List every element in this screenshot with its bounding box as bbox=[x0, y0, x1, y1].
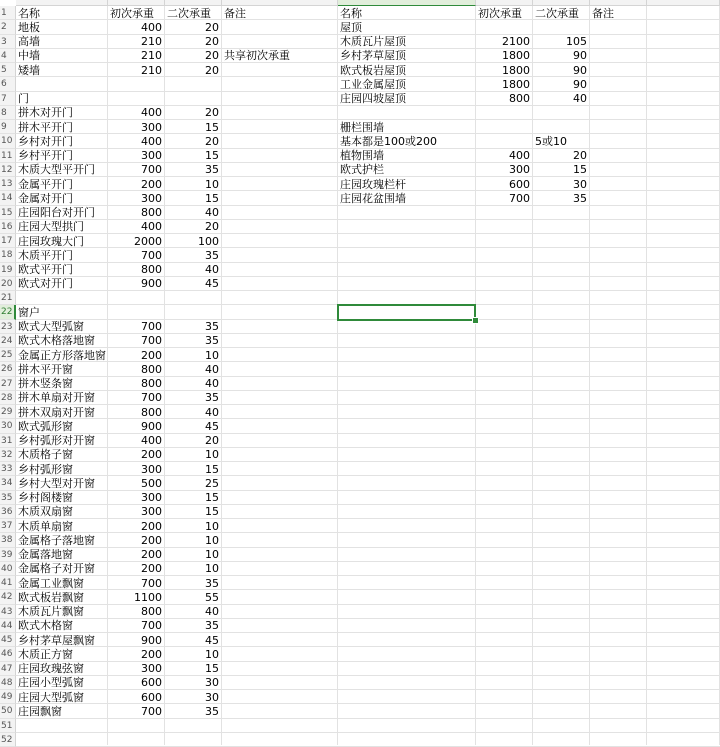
row-header-38[interactable]: 38 bbox=[0, 533, 16, 547]
cell-b4[interactable]: 210 bbox=[141, 49, 162, 63]
cell-a5[interactable]: 矮墙 bbox=[18, 63, 40, 77]
row-header-20[interactable]: 20 bbox=[0, 277, 16, 291]
cell-b15[interactable]: 800 bbox=[141, 206, 162, 219]
cell-c37[interactable]: 10 bbox=[205, 519, 219, 533]
cell-c15[interactable]: 40 bbox=[205, 206, 219, 219]
cell-b12[interactable]: 700 bbox=[141, 163, 162, 177]
cell-c20[interactable]: 45 bbox=[205, 277, 219, 291]
cell-g7[interactable]: 40 bbox=[573, 92, 587, 105]
cell-d4[interactable]: 共享初次承重 bbox=[224, 49, 290, 63]
cell-a43[interactable]: 木质瓦片飘窗 bbox=[18, 605, 84, 618]
row-header-8[interactable]: 8 bbox=[0, 106, 16, 120]
cell-b5[interactable]: 210 bbox=[141, 63, 162, 77]
cell-f13[interactable]: 600 bbox=[509, 177, 530, 191]
cell-c26[interactable]: 40 bbox=[205, 362, 219, 376]
cell-e6[interactable]: 工业金属屋顶 bbox=[340, 77, 406, 91]
column-header-h[interactable] bbox=[590, 0, 647, 6]
cell-a22[interactable]: 窗户 bbox=[18, 305, 40, 319]
cell-f11[interactable]: 400 bbox=[509, 149, 530, 162]
cell-a16[interactable]: 庄园大型拱门 bbox=[18, 220, 84, 234]
row-header-5[interactable]: 5 bbox=[0, 63, 16, 77]
cell-a42[interactable]: 欧式板岩飘窗 bbox=[18, 590, 84, 604]
cell-a28[interactable]: 拼木单扇对开窗 bbox=[18, 391, 95, 405]
row-header-32[interactable]: 32 bbox=[0, 448, 16, 462]
column-header-e[interactable] bbox=[338, 0, 476, 6]
row-header-7[interactable]: 7 bbox=[0, 92, 16, 106]
cell-c14[interactable]: 15 bbox=[205, 191, 219, 205]
cell-c50[interactable]: 35 bbox=[205, 704, 219, 718]
row-header-46[interactable]: 46 bbox=[0, 647, 16, 661]
cell-f14[interactable]: 700 bbox=[509, 191, 530, 205]
cell-c32[interactable]: 10 bbox=[205, 448, 219, 462]
cell-b11[interactable]: 300 bbox=[141, 149, 162, 162]
cell-a34[interactable]: 乡村大型对开窗 bbox=[18, 476, 95, 490]
cell-a26[interactable]: 拼木平开窗 bbox=[18, 362, 73, 376]
column-header-f[interactable] bbox=[476, 0, 533, 6]
cell-a29[interactable]: 拼木双扇对开窗 bbox=[18, 405, 95, 419]
cell-e5[interactable]: 欧式板岩屋顶 bbox=[340, 63, 406, 77]
cell-c49[interactable]: 30 bbox=[205, 690, 219, 704]
cell-b1[interactable]: 初次承重 bbox=[110, 6, 154, 20]
cell-a41[interactable]: 金属工业飘窗 bbox=[18, 576, 84, 590]
cell-e3[interactable]: 木质瓦片屋顶 bbox=[340, 35, 406, 48]
cell-a44[interactable]: 欧式木格窗 bbox=[18, 619, 73, 633]
cell-a35[interactable]: 乡村阁楼窗 bbox=[18, 491, 73, 504]
cell-g3[interactable]: 105 bbox=[566, 35, 587, 48]
row-header-21[interactable]: 21 bbox=[0, 291, 16, 305]
row-header-45[interactable]: 45 bbox=[0, 633, 16, 647]
row-header-51[interactable]: 51 bbox=[0, 719, 16, 733]
active-cell-selection[interactable] bbox=[337, 304, 476, 320]
cell-c25[interactable]: 10 bbox=[205, 348, 219, 362]
cell-b18[interactable]: 700 bbox=[141, 248, 162, 262]
cell-e9[interactable]: 栅栏围墙 bbox=[340, 120, 384, 134]
cell-c18[interactable]: 35 bbox=[205, 248, 219, 262]
row-header-24[interactable]: 24 bbox=[0, 334, 16, 348]
cell-b31[interactable]: 400 bbox=[141, 434, 162, 447]
cell-e2[interactable]: 屋顶 bbox=[340, 20, 362, 34]
cell-c9[interactable]: 15 bbox=[205, 120, 219, 134]
row-header-52[interactable]: 52 bbox=[0, 733, 16, 747]
column-header-c[interactable] bbox=[165, 0, 222, 6]
row-header-35[interactable]: 35 bbox=[0, 491, 16, 505]
cell-c27[interactable]: 40 bbox=[205, 377, 219, 390]
cell-a40[interactable]: 金属格子对开窗 bbox=[18, 562, 95, 576]
row-header-18[interactable]: 18 bbox=[0, 248, 16, 262]
cell-a14[interactable]: 金属对开门 bbox=[18, 191, 73, 205]
row-header-4[interactable]: 4 bbox=[0, 49, 16, 63]
fill-handle[interactable] bbox=[472, 317, 479, 324]
cell-b27[interactable]: 800 bbox=[141, 377, 162, 390]
cell-a1[interactable]: 名称 bbox=[18, 6, 40, 20]
cell-f7[interactable]: 800 bbox=[509, 92, 530, 105]
cell-b9[interactable]: 300 bbox=[141, 120, 162, 134]
row-header-26[interactable]: 26 bbox=[0, 362, 16, 376]
cell-a33[interactable]: 乡村弧形窗 bbox=[18, 462, 73, 476]
cell-c12[interactable]: 35 bbox=[205, 163, 219, 177]
cell-c34[interactable]: 25 bbox=[205, 476, 219, 490]
cell-b49[interactable]: 600 bbox=[141, 690, 162, 704]
row-header-49[interactable]: 49 bbox=[0, 690, 16, 704]
cell-e4[interactable]: 乡村茅草屋顶 bbox=[340, 49, 406, 63]
row-header-11[interactable]: 11 bbox=[0, 149, 16, 163]
cell-c46[interactable]: 10 bbox=[205, 647, 219, 661]
cell-c29[interactable]: 40 bbox=[205, 405, 219, 419]
row-gridline bbox=[16, 732, 720, 733]
cell-b39[interactable]: 200 bbox=[141, 548, 162, 561]
column-header-i[interactable] bbox=[647, 0, 720, 6]
cell-b36[interactable]: 300 bbox=[141, 505, 162, 519]
row-header-9[interactable]: 9 bbox=[0, 120, 16, 134]
cell-a23[interactable]: 欧式大型弧窗 bbox=[18, 320, 84, 333]
cell-c39[interactable]: 10 bbox=[205, 548, 219, 561]
row-header-42[interactable]: 42 bbox=[0, 590, 16, 604]
cell-c4[interactable]: 20 bbox=[205, 49, 219, 63]
cell-b10[interactable]: 400 bbox=[141, 134, 162, 148]
row-header-2[interactable]: 2 bbox=[0, 20, 16, 34]
cell-c31[interactable]: 20 bbox=[205, 434, 219, 447]
cell-b14[interactable]: 300 bbox=[141, 191, 162, 205]
cell-b41[interactable]: 700 bbox=[141, 576, 162, 590]
cell-c11[interactable]: 15 bbox=[205, 149, 219, 162]
row-header-10[interactable]: 10 bbox=[0, 134, 16, 148]
cell-c30[interactable]: 45 bbox=[205, 419, 219, 433]
cell-b26[interactable]: 800 bbox=[141, 362, 162, 376]
column-gridline bbox=[221, 6, 222, 745]
cell-c43[interactable]: 40 bbox=[205, 605, 219, 618]
cell-b38[interactable]: 200 bbox=[141, 533, 162, 547]
row-header-27[interactable]: 27 bbox=[0, 377, 16, 391]
cell-a49[interactable]: 庄园大型弧窗 bbox=[18, 690, 84, 704]
row-header-28[interactable]: 28 bbox=[0, 391, 16, 405]
cell-e13[interactable]: 庄园玫瑰栏杆 bbox=[340, 177, 406, 191]
row-header-39[interactable]: 39 bbox=[0, 548, 16, 562]
cell-a32[interactable]: 木质格子窗 bbox=[18, 448, 73, 462]
cell-d1[interactable]: 备注 bbox=[224, 6, 246, 20]
cell-c38[interactable]: 10 bbox=[205, 533, 219, 547]
cell-g1[interactable]: 二次承重 bbox=[535, 6, 579, 20]
cell-c24[interactable]: 35 bbox=[205, 334, 219, 348]
cell-a25[interactable]: 金属正方形落地窗 bbox=[18, 348, 106, 362]
cell-f12[interactable]: 300 bbox=[509, 163, 530, 177]
row-header-36[interactable]: 36 bbox=[0, 505, 16, 519]
cell-c47[interactable]: 15 bbox=[205, 662, 219, 675]
row-header-14[interactable]: 14 bbox=[0, 191, 16, 205]
cell-b34[interactable]: 500 bbox=[141, 476, 162, 490]
cell-g14[interactable]: 35 bbox=[573, 191, 587, 205]
cell-c5[interactable]: 20 bbox=[205, 63, 219, 77]
row-header-19[interactable]: 19 bbox=[0, 263, 16, 277]
cell-c13[interactable]: 10 bbox=[205, 177, 219, 191]
row-header-13[interactable]: 13 bbox=[0, 177, 16, 191]
cell-b35[interactable]: 300 bbox=[141, 491, 162, 504]
cell-b33[interactable]: 300 bbox=[141, 462, 162, 476]
cell-b23[interactable]: 700 bbox=[141, 320, 162, 333]
column-gridline bbox=[646, 6, 647, 745]
cell-b44[interactable]: 700 bbox=[141, 619, 162, 633]
cell-a39[interactable]: 金属落地窗 bbox=[18, 548, 73, 561]
row-header-31[interactable]: 31 bbox=[0, 434, 16, 448]
cell-b30[interactable]: 900 bbox=[141, 419, 162, 433]
row-header-15[interactable]: 15 bbox=[0, 206, 16, 220]
cell-e7[interactable]: 庄园四坡屋顶 bbox=[340, 92, 406, 105]
row-header-22[interactable]: 22 bbox=[0, 305, 16, 319]
row-header-41[interactable]: 41 bbox=[0, 576, 16, 590]
cell-f3[interactable]: 2100 bbox=[502, 35, 530, 48]
cell-b47[interactable]: 300 bbox=[141, 662, 162, 675]
cell-b32[interactable]: 200 bbox=[141, 448, 162, 462]
cell-a3[interactable]: 高墙 bbox=[18, 35, 40, 48]
cell-g6[interactable]: 90 bbox=[573, 77, 587, 91]
cell-a15[interactable]: 庄园阳台对开门 bbox=[18, 206, 95, 219]
cell-a13[interactable]: 金属平开门 bbox=[18, 177, 73, 191]
cell-c10[interactable]: 20 bbox=[205, 134, 219, 148]
cell-b46[interactable]: 200 bbox=[141, 647, 162, 661]
cell-c17[interactable]: 100 bbox=[198, 234, 219, 248]
column-header-a[interactable] bbox=[16, 0, 108, 6]
cell-a24[interactable]: 欧式木格落地窗 bbox=[18, 334, 95, 348]
cell-a45[interactable]: 乡村茅草屋飘窗 bbox=[18, 633, 95, 647]
cell-h1[interactable]: 备注 bbox=[592, 6, 614, 20]
cell-c3[interactable]: 20 bbox=[205, 35, 219, 48]
cell-a2[interactable]: 地板 bbox=[18, 20, 40, 34]
row-header-40[interactable]: 40 bbox=[0, 562, 16, 576]
cell-a47[interactable]: 庄园玫瑰弦窗 bbox=[18, 662, 84, 675]
cell-b48[interactable]: 600 bbox=[141, 676, 162, 690]
cell-a17[interactable]: 庄园玫瑰大门 bbox=[18, 234, 84, 248]
cell-c42[interactable]: 55 bbox=[205, 590, 219, 604]
cell-b28[interactable]: 700 bbox=[141, 391, 162, 405]
cell-f6[interactable]: 1800 bbox=[502, 77, 530, 91]
cell-b20[interactable]: 900 bbox=[141, 277, 162, 291]
row-header-44[interactable]: 44 bbox=[0, 619, 16, 633]
cell-b13[interactable]: 200 bbox=[141, 177, 162, 191]
cell-f1[interactable]: 初次承重 bbox=[478, 6, 522, 20]
row-header-37[interactable]: 37 bbox=[0, 519, 16, 533]
cell-a20[interactable]: 欧式对开门 bbox=[18, 277, 73, 291]
cell-a11[interactable]: 乡村平开门 bbox=[18, 149, 73, 162]
cell-c33[interactable]: 15 bbox=[205, 462, 219, 476]
cell-e12[interactable]: 欧式护栏 bbox=[340, 163, 384, 177]
cell-b3[interactable]: 210 bbox=[141, 35, 162, 48]
cell-a12[interactable]: 木质大型平开门 bbox=[18, 163, 95, 177]
column-gridline bbox=[589, 6, 590, 745]
cell-c40[interactable]: 10 bbox=[205, 562, 219, 576]
cell-g13[interactable]: 30 bbox=[573, 177, 587, 191]
cell-b42[interactable]: 1100 bbox=[134, 590, 162, 604]
row-header-43[interactable]: 43 bbox=[0, 605, 16, 619]
cell-b19[interactable]: 800 bbox=[141, 263, 162, 276]
cell-a18[interactable]: 木质平开门 bbox=[18, 248, 73, 262]
cell-c41[interactable]: 35 bbox=[205, 576, 219, 590]
column-gridline bbox=[532, 6, 533, 745]
cell-b50[interactable]: 700 bbox=[141, 704, 162, 718]
cell-a31[interactable]: 乡村弧形对开窗 bbox=[18, 434, 95, 447]
row-header-50[interactable]: 50 bbox=[0, 704, 16, 718]
column-header-b[interactable] bbox=[108, 0, 165, 6]
cell-a9[interactable]: 拼木平开门 bbox=[18, 120, 73, 134]
cell-a50[interactable]: 庄园飘窗 bbox=[18, 704, 62, 718]
cell-a4[interactable]: 中墙 bbox=[18, 49, 40, 63]
cell-a8[interactable]: 拼木对开门 bbox=[18, 106, 73, 120]
cell-a48[interactable]: 庄园小型弧窗 bbox=[18, 676, 84, 690]
cell-c1[interactable]: 二次承重 bbox=[167, 6, 211, 20]
cell-g5[interactable]: 90 bbox=[573, 63, 587, 77]
row-header-6[interactable]: 6 bbox=[0, 77, 16, 91]
row-header-17[interactable]: 17 bbox=[0, 234, 16, 248]
cell-c28[interactable]: 35 bbox=[205, 391, 219, 405]
cell-f4[interactable]: 1800 bbox=[502, 49, 530, 63]
cell-b2[interactable]: 400 bbox=[141, 20, 162, 34]
cell-b17[interactable]: 2000 bbox=[134, 234, 162, 248]
cell-e14[interactable]: 庄园花盆围墙 bbox=[340, 191, 406, 205]
row-header-25[interactable]: 25 bbox=[0, 348, 16, 362]
cell-a30[interactable]: 欧式弧形窗 bbox=[18, 419, 73, 433]
column-header-g[interactable] bbox=[533, 0, 590, 6]
cell-g4[interactable]: 90 bbox=[573, 49, 587, 63]
cell-c23[interactable]: 35 bbox=[205, 320, 219, 333]
cell-f5[interactable]: 1800 bbox=[502, 63, 530, 77]
cell-e11[interactable]: 植物围墙 bbox=[340, 149, 384, 162]
row-header-12[interactable]: 12 bbox=[0, 163, 16, 177]
column-gridline bbox=[475, 6, 476, 745]
cell-c48[interactable]: 30 bbox=[205, 676, 219, 690]
cell-c36[interactable]: 15 bbox=[205, 505, 219, 519]
cell-b16[interactable]: 400 bbox=[141, 220, 162, 234]
cell-e10[interactable]: 基本都是100或200 bbox=[340, 134, 437, 148]
cell-g10[interactable]: 5或10 bbox=[535, 134, 567, 148]
cell-a7[interactable]: 门 bbox=[18, 92, 29, 105]
row-header-30[interactable]: 30 bbox=[0, 419, 16, 433]
column-header-d[interactable] bbox=[222, 0, 338, 6]
row-header-33[interactable]: 33 bbox=[0, 462, 16, 476]
row-header-29[interactable]: 29 bbox=[0, 405, 16, 419]
column-gridline bbox=[337, 6, 338, 745]
cell-c19[interactable]: 40 bbox=[205, 263, 219, 276]
row-header-16[interactable]: 16 bbox=[0, 220, 16, 234]
cell-b24[interactable]: 700 bbox=[141, 334, 162, 348]
cell-c2[interactable]: 20 bbox=[205, 20, 219, 34]
cell-b37[interactable]: 200 bbox=[141, 519, 162, 533]
cell-a46[interactable]: 木质正方窗 bbox=[18, 647, 73, 661]
cell-a19[interactable]: 欧式平开门 bbox=[18, 263, 73, 276]
cell-b25[interactable]: 200 bbox=[141, 348, 162, 362]
row-header-34[interactable]: 34 bbox=[0, 476, 16, 490]
cell-a10[interactable]: 乡村对开门 bbox=[18, 134, 73, 148]
row-header-1[interactable]: 1 bbox=[0, 6, 16, 20]
cell-c35[interactable]: 15 bbox=[205, 491, 219, 504]
cell-a38[interactable]: 金属格子落地窗 bbox=[18, 533, 95, 547]
cell-e1[interactable]: 名称 bbox=[340, 6, 362, 20]
cell-a36[interactable]: 木质双扇窗 bbox=[18, 505, 73, 519]
row-header-23[interactable]: 23 bbox=[0, 320, 16, 334]
cell-c8[interactable]: 20 bbox=[205, 106, 219, 120]
row-header-3[interactable]: 3 bbox=[0, 35, 16, 49]
cell-b40[interactable]: 200 bbox=[141, 562, 162, 576]
row-header-48[interactable]: 48 bbox=[0, 676, 16, 690]
cell-a27[interactable]: 拼木竖条窗 bbox=[18, 377, 73, 390]
cell-g11[interactable]: 20 bbox=[573, 149, 587, 162]
cell-b29[interactable]: 800 bbox=[141, 405, 162, 419]
cell-b43[interactable]: 800 bbox=[141, 605, 162, 618]
cell-c44[interactable]: 35 bbox=[205, 619, 219, 633]
row-header-47[interactable]: 47 bbox=[0, 662, 16, 676]
cell-a37[interactable]: 木质单扇窗 bbox=[18, 519, 73, 533]
cell-b8[interactable]: 400 bbox=[141, 106, 162, 120]
cell-c45[interactable]: 45 bbox=[205, 633, 219, 647]
cell-c16[interactable]: 20 bbox=[205, 220, 219, 234]
cell-g12[interactable]: 15 bbox=[573, 163, 587, 177]
cell-b45[interactable]: 900 bbox=[141, 633, 162, 647]
